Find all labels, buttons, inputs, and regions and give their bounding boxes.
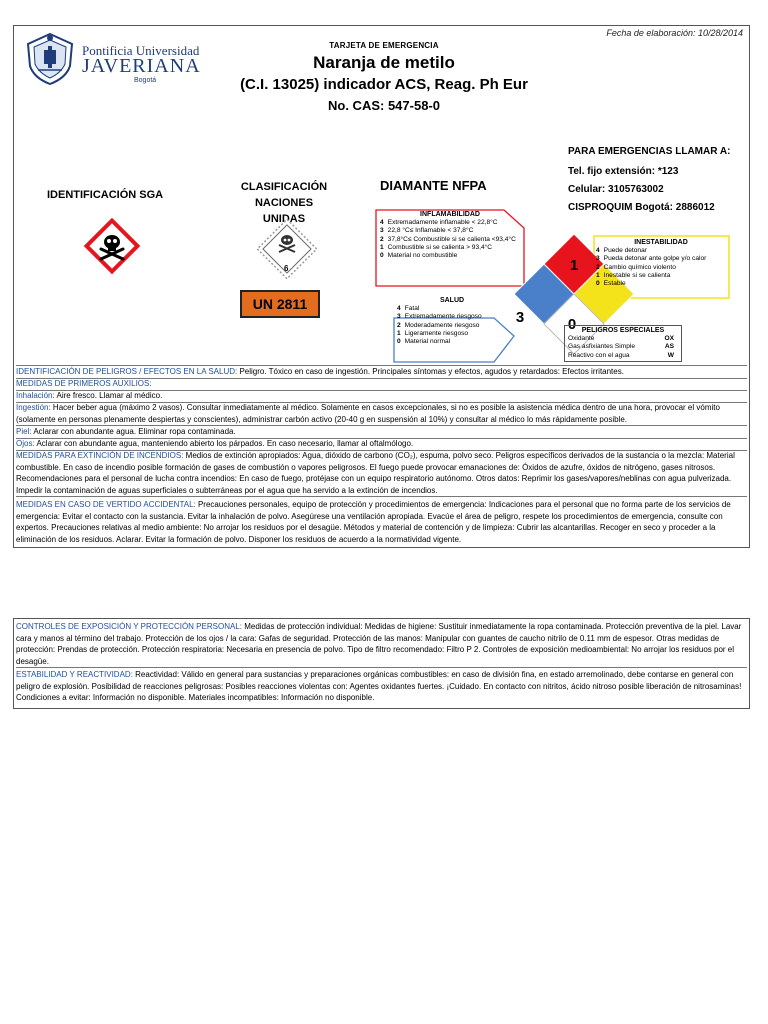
university-crest-icon [20,30,80,86]
flammability-value: 1 [569,257,579,274]
legend-row: 2 Cambio químico violento [596,263,676,271]
toxic-diamond-icon [252,214,322,284]
legend-row: 3 Extremadamente riesgoso [397,313,482,321]
un-title-line-1: CLASIFICACIÓN [240,181,328,193]
inhalation-section: Inhalación: Aire fresco. Llamar al médico. [16,390,747,403]
product-subtitle: (C.I. 13025) indicador ACS, Reag. Ph Eur [240,76,528,93]
health-value: 3 [515,309,525,326]
legend-row: 3 Pueda detonar ante golpe y/o calor [596,255,707,263]
skull-pictogram [82,216,142,281]
date-label: Fecha de elaboración: 10/28/2014 [606,28,743,38]
emergency-cisproquim: CISPROQUIM Bogotá: 2886012 [568,202,715,213]
un-title-line-2: NACIONES UNIDAS [254,197,314,225]
cas-number: No. CAS: 547-58-0 [328,98,440,113]
flammability-legend-title: INFLAMABILIDAD [420,211,480,218]
legend-row: 0 Material no combustible [380,252,458,260]
legend-row: 1 Combustible si se calienta > 93,4°C [380,243,493,251]
legend-row: Oxidante OX [568,335,674,343]
legend-row: 1 Inestable si se calienta [596,271,671,279]
fire-section: MEDIDAS PARA EXTINCIÓN DE INCENDIOS: Medios de extinción apropiados: Agua, dióxido de carbono (CO₂), espuma, polvo seco. Peligros específicos derivados de la sustancia o la mezcla: Material combustible. En caso de incendio posible formación de gases de combustión o vapores peligrosos. El fuego puede provocar emanaciones de: Óxidos de azufre, óxidos de nitrógeno, gases nitrosos. Recomendaciones para el personal de lucha contra incendios: En caso de fuego, protéjase con un equipo respiratorio autónomo. Otros datos: Reprimir los gases/vapores/neblinas con agua pulverizada. Impedir la contaminación de aguas superficiales o subterráneas por el agua que ha servido a la extinción de incendios. [16,450,747,497]
exposure-card [13,618,750,709]
un-number-box: UN 2811 [240,290,320,318]
legend-row: 2 Moderadamente riesgoso [397,321,480,329]
emergency-card [13,25,750,548]
instability-legend [596,239,726,288]
skull-crossbones-icon [82,216,142,276]
hazards-section: IDENTIFICACIÓN DE PELIGROS / EFECTOS EN LA SALUD: Peligro. Tóxico en caso de ingestión. Principales síntomas y efectos, agudos y retardados: Efectos irritantes. [16,365,747,379]
health-legend-title: SALUD [439,297,465,304]
logo-line-1: Pontificia Universidad [82,43,200,58]
legend-row: 3 22,8 °C≤ Inflamable < 37,8°C [380,227,474,235]
skin-section: Piel: Aclarar con abundante agua. Eliminar ropa contaminada. [16,426,747,439]
special-legend-title: PELIGROS ESPECIALES [581,327,665,334]
legend-row: 0 Estable [596,280,626,288]
legend-row: 4 Puede detonar [596,247,647,255]
logo-line-3: Bogotá [134,77,157,84]
legend-row: 4 Extremadamente inflamable < 22,8°C [380,219,498,227]
legend-row: 0 Material normal [397,338,451,346]
nfpa-title: DIAMANTE NFPA [380,178,487,193]
eyes-section: Ojos: Aclarar con abundante agua, manteniendo abierto los párpados. En caso necesario, llamar al oftalmólogo. [16,438,747,451]
legend-row: Reactivo con el agua W [568,351,674,359]
ingestion-section: Ingestión: Hacer beber agua (máximo 2 vasos). Consultar inmediatamente al médico. Solamente en casos excepcionales, si no es posible la asistencia médica dentro de una hora, provocar el vómito (solamente en personas plenamente despiertas y conscientes), administrar carbón activo (20-40 g en suspensión al 10%) y consultar al médico lo más rápidamente posible. [16,402,747,426]
toxic-class-pictogram [252,214,322,289]
instability-legend-title: INESTABILIDAD [634,239,688,246]
flammability-legend [380,211,520,260]
section-title: IDENTIFICACIÓN DE PELIGROS / EFECTOS EN LA SALUD: [16,367,238,376]
legend-row: 4 Fatal [397,305,420,313]
special-hazards-legend [564,325,682,362]
instability-value: 0 [567,316,577,333]
legend-row: Gas asfixiantes Simple AS [568,343,674,351]
sga-title: IDENTIFICACIÓN SGA [47,189,164,201]
logo-line-2: JAVERIANA [82,55,201,77]
spill-section: MEDIDAS EN CASO DE VERTIDO ACCIDENTAL: Precauciones personales, equipo de protección y procedimientos de emergencia: Indicaciones para el personal que no forma parte de los servicios de emergencia: Evitar el contacto con la sustancia. Evitar la inhalación de polvo. Asegúrese una ventilación apropiada. Evacúe el área de peligro, respete los procedimientos de emergencia, consulte con expertos. Precauciones relativas al medio ambiente: No arrojar los residuos por el desagüe. Métodos y material de contención y de limpieza: Cubrir las alcantarillas. Recoger en seco y proceder a la eliminación de los residuos. Aclarar. Evitar la formación de polvo. Disponer los residuos de acuerdo a la normatividad vigente. [16,500,731,544]
exposure-section: CONTROLES DE EXPOSICIÓN Y PROTECCIÓN PERSONAL: Medidas de protección individual: Medidas de higiene: Sustituir inmediatamente la ropa contaminada. Protección preventiva de la piel. Lavar cara y manos al término del trabajo. Protección de los ojos / la cara: Gafas de seguridad. Protección de las manos: Manipular con guantes de caucho nitrilo de 0.11 mm de espesor. Otras medidas de protección: Prendas de protección. Protección respiratoria: Necesaria en presencia de polvo. Tipo de filtro recomendado: Filtro P 2. Controles de exposición medioambiental: No arrojar los residuos por el desagüe. [16,621,747,668]
emergency-cel: Celular: 3105763002 [568,184,664,195]
card-type: TARJETA DE EMERGENCIA [329,41,439,50]
legend-row: 2 37,8°C≤ Combustible si se calienta <93,4°C [380,235,516,243]
product-name: Naranja de metilo [313,53,455,72]
un-class-number: 6 [284,264,289,273]
legend-row: 1 Ligeramente riesgoso [397,329,469,337]
emergency-tel: Tel. fijo extensión: *123 [568,166,679,177]
health-legend [397,297,507,346]
stability-section: ESTABILIDAD Y REACTIVIDAD: Reactividad: Válido en general para sustancias y preparaciones orgánicas combustibles: en caso de división fina, en estado arremolinado, debe contarse en general con peligro de explosión. Posibilidad de reacciones peligrosas: Posibles reacciones violentas con: Agentes oxidantes fuertes. ¡Cuidado. En contacto con nitritos, ácido nitroso posible liberación de nitrosaminas! Condiciones a evitar: Información no disponible. Materiales incompatibles: Información no disponible. [16,670,742,703]
first-aid-section-title: MEDIDAS DE PRIMEROS AUXILIOS: [16,378,747,391]
emergency-title: PARA EMERGENCIAS LLAMAR A: [568,146,731,157]
